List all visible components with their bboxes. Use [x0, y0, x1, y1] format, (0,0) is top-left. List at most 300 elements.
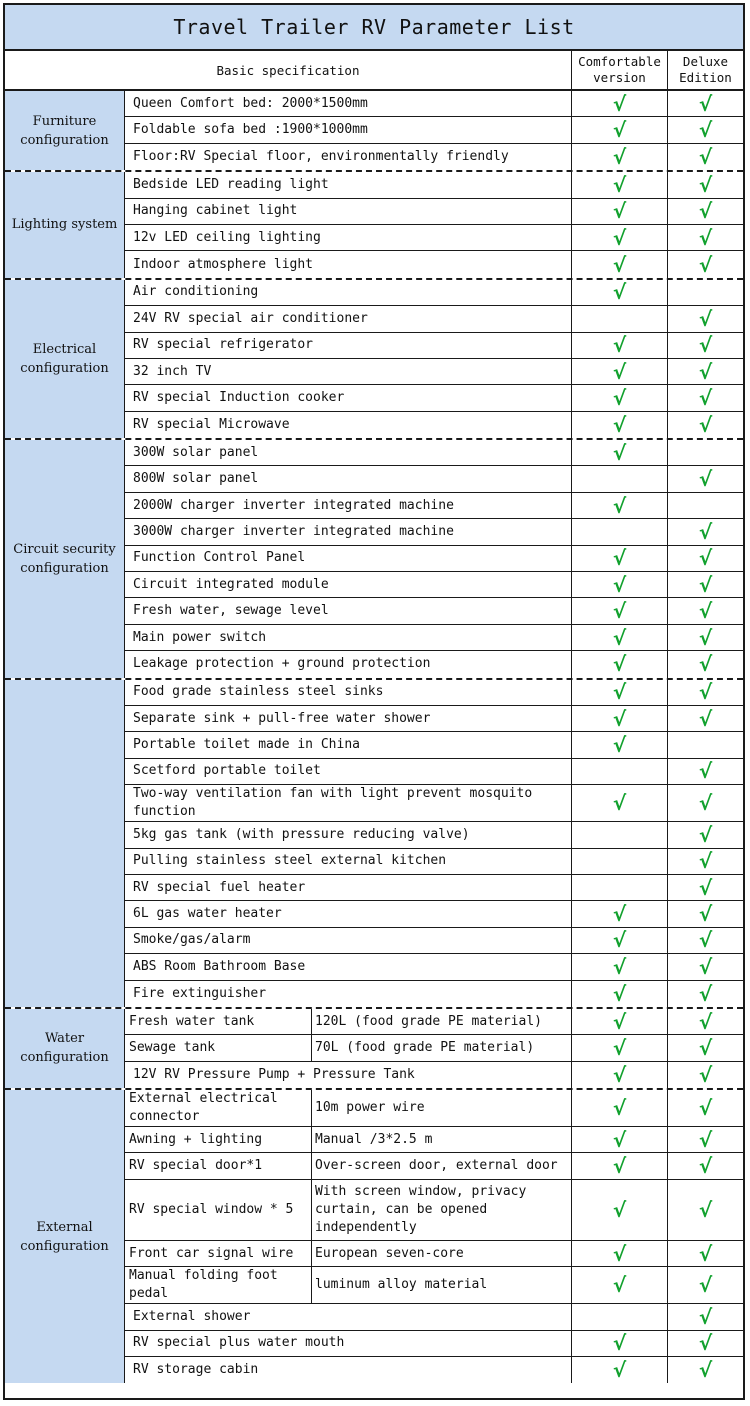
spec-cell: Scetford portable toilet	[125, 759, 572, 784]
deluxe-cell	[668, 225, 743, 250]
spec-cell: Pulling stainless steel external kitchen	[125, 849, 572, 874]
table-row	[125, 440, 743, 466]
deluxe-cell	[668, 519, 743, 544]
spec-cell: Main power switch	[125, 625, 572, 650]
check-icon: √	[612, 440, 627, 465]
spec-name: Sewage tank	[125, 1035, 312, 1060]
deluxe-cell	[668, 598, 743, 623]
spec-cell	[125, 1241, 572, 1266]
check-icon: √	[612, 706, 627, 731]
table-row	[125, 199, 743, 225]
table-row	[125, 928, 743, 954]
table-row	[125, 1180, 743, 1241]
deluxe-cell	[668, 466, 743, 491]
check-icon: √	[612, 172, 627, 197]
section	[5, 440, 743, 680]
spec-name: External electrical connector	[125, 1090, 312, 1126]
check-icon: √	[698, 1035, 713, 1060]
check-icon: √	[612, 144, 627, 169]
comfortable-cell	[572, 144, 668, 170]
spec-cell: 12V RV Pressure Pump + Pressure Tank	[125, 1062, 572, 1088]
spec-value: Over-screen door, external door	[315, 1158, 558, 1174]
check-icon: √	[698, 359, 713, 384]
table-row	[125, 1009, 743, 1035]
comfortable-cell	[572, 625, 668, 650]
deluxe-cell	[668, 759, 743, 784]
table-row	[125, 849, 743, 875]
check-icon: √	[612, 791, 627, 816]
comfortable-cell	[572, 333, 668, 358]
section	[5, 91, 743, 172]
table-row	[125, 1127, 743, 1153]
deluxe-cell	[668, 333, 743, 358]
section-rows	[125, 1009, 743, 1088]
comfortable-cell	[572, 1009, 668, 1034]
check-icon: √	[698, 652, 713, 677]
spec-cell: RV special Microwave	[125, 412, 572, 438]
check-icon: √	[612, 1358, 627, 1383]
deluxe-cell	[668, 1304, 743, 1329]
comfortable-cell	[572, 981, 668, 1007]
deluxe-cell	[668, 706, 743, 731]
comfortable-cell	[572, 306, 668, 331]
check-icon: √	[698, 225, 713, 250]
check-icon: √	[612, 652, 627, 677]
check-icon: √	[698, 519, 713, 544]
spec-name: Front car signal wire	[125, 1241, 312, 1266]
check-icon: √	[612, 981, 627, 1006]
table-row	[125, 822, 743, 848]
check-icon: √	[698, 1241, 713, 1266]
comfortable-cell	[572, 954, 668, 979]
table-row	[125, 172, 743, 198]
category-label: Lighting system	[5, 172, 125, 278]
comfortable-cell	[572, 785, 668, 821]
check-icon: √	[698, 1331, 713, 1356]
check-icon: √	[612, 493, 627, 518]
table-row	[125, 412, 743, 438]
comfortable-cell	[572, 849, 668, 874]
spec-name: RV special door*1	[125, 1153, 312, 1178]
comfortable-cell	[572, 1331, 668, 1356]
deluxe-cell	[668, 546, 743, 571]
table-row	[125, 625, 743, 651]
deluxe-cell	[668, 901, 743, 926]
spec-cell	[125, 1267, 572, 1303]
comfortable-cell	[572, 546, 668, 571]
category-label: Circuit security configuration	[5, 440, 125, 678]
comfortable-cell	[572, 651, 668, 677]
category-label	[5, 680, 125, 1007]
check-icon: √	[698, 467, 713, 492]
comfortable-cell	[572, 225, 668, 250]
deluxe-cell	[668, 280, 743, 305]
section-rows	[125, 680, 743, 1007]
header-deluxe-edition: Deluxe Edition	[679, 54, 732, 85]
spec-cell: Floor:RV Special floor, environmentally friendly	[125, 144, 572, 170]
category-label: External configuration	[5, 1090, 125, 1383]
check-icon: √	[612, 385, 627, 410]
comfortable-cell	[572, 519, 668, 544]
spec-cell: RV special plus water mouth	[125, 1331, 572, 1356]
table-row	[125, 1035, 743, 1061]
deluxe-cell	[668, 1062, 743, 1088]
spec-cell: Fire extinguisher	[125, 981, 572, 1007]
header-comfortable-version: Comfortable version	[572, 51, 668, 89]
category-label: Electrical configuration	[5, 280, 125, 438]
check-icon: √	[698, 172, 713, 197]
deluxe-cell	[668, 1035, 743, 1060]
comfortable-cell	[572, 1127, 668, 1152]
table-row	[125, 225, 743, 251]
check-icon: √	[612, 1154, 627, 1179]
deluxe-cell	[668, 251, 743, 277]
page-title: Travel Trailer RV Parameter List	[5, 5, 743, 51]
check-icon: √	[698, 954, 713, 979]
comfortable-cell	[572, 598, 668, 623]
check-icon: √	[698, 928, 713, 953]
spec-cell: 24V RV special air conditioner	[125, 306, 572, 331]
comfortable-cell	[572, 1062, 668, 1088]
spec-value: Manual /3*2.5 m	[315, 1131, 433, 1147]
spec-cell: RV special fuel heater	[125, 875, 572, 900]
comfortable-cell	[572, 680, 668, 705]
check-icon: √	[612, 954, 627, 979]
spec-cell: Queen Comfort bed: 2000*1500mm	[125, 91, 572, 116]
spec-cell: 3000W charger inverter integrated machine	[125, 519, 572, 544]
comfortable-cell	[572, 91, 668, 116]
check-icon: √	[612, 680, 627, 705]
comfortable-cell	[572, 928, 668, 953]
deluxe-cell	[668, 572, 743, 597]
deluxe-cell	[668, 625, 743, 650]
comfortable-cell	[572, 1241, 668, 1266]
check-icon: √	[612, 1197, 627, 1222]
spec-cell	[125, 1090, 572, 1126]
check-icon: √	[698, 333, 713, 358]
spec-cell: 12v LED ceiling lighting	[125, 225, 572, 250]
deluxe-cell	[668, 91, 743, 116]
check-icon: √	[612, 1035, 627, 1060]
spec-cell: RV special Induction cooker	[125, 385, 572, 410]
spec-cell	[125, 1127, 572, 1152]
deluxe-cell	[668, 1357, 743, 1383]
check-icon: √	[612, 1062, 627, 1087]
comfortable-cell	[572, 385, 668, 410]
table-row	[125, 1304, 743, 1330]
check-icon: √	[698, 1154, 713, 1179]
comfortable-cell	[572, 875, 668, 900]
comfortable-cell	[572, 280, 668, 305]
check-icon: √	[612, 733, 627, 758]
spec-name: Fresh water tank	[125, 1009, 312, 1034]
table-row	[125, 144, 743, 170]
section	[5, 1090, 743, 1383]
spec-cell: 6L gas water heater	[125, 901, 572, 926]
table-row	[125, 651, 743, 677]
deluxe-cell	[668, 1127, 743, 1152]
deluxe-cell	[668, 359, 743, 384]
check-icon: √	[612, 572, 627, 597]
comfortable-cell	[572, 493, 668, 518]
table-row	[125, 1357, 743, 1383]
table-body	[5, 91, 743, 1383]
spec-name: Manual folding foot pedal	[125, 1267, 312, 1303]
table-header	[5, 51, 743, 91]
check-icon: √	[698, 902, 713, 927]
check-icon: √	[612, 928, 627, 953]
spec-cell: 5kg gas tank (with pressure reducing valve)	[125, 822, 572, 847]
comfortable-cell	[572, 1304, 668, 1329]
spec-cell	[125, 1153, 572, 1178]
deluxe-cell	[668, 385, 743, 410]
check-icon: √	[698, 91, 713, 116]
check-icon: √	[698, 546, 713, 571]
check-icon: √	[612, 1127, 627, 1152]
table-row	[125, 785, 743, 822]
comfortable-cell	[572, 359, 668, 384]
deluxe-cell	[668, 1090, 743, 1126]
spec-cell: ABS Room Bathroom Base	[125, 954, 572, 979]
category-label: Water configuration	[5, 1009, 125, 1088]
check-icon: √	[612, 280, 627, 305]
table-row	[125, 598, 743, 624]
check-icon: √	[698, 1273, 713, 1298]
check-icon: √	[698, 1009, 713, 1034]
section	[5, 172, 743, 280]
check-icon: √	[698, 1127, 713, 1152]
check-icon: √	[698, 599, 713, 624]
deluxe-cell	[668, 199, 743, 224]
spec-value: European seven-core	[315, 1245, 464, 1261]
table-row	[125, 251, 743, 277]
check-icon: √	[612, 91, 627, 116]
check-icon: √	[612, 902, 627, 927]
spec-cell: RV special refrigerator	[125, 333, 572, 358]
comfortable-cell	[572, 822, 668, 847]
comfortable-cell	[572, 199, 668, 224]
spec-cell: RV storage cabin	[125, 1357, 572, 1383]
table-row	[125, 333, 743, 359]
section	[5, 680, 743, 1009]
spec-value: With screen window, privacy curtain, can be opened independently	[315, 1183, 527, 1235]
parameter-table	[3, 3, 745, 1400]
comfortable-cell	[572, 732, 668, 757]
table-row	[125, 359, 743, 385]
check-icon: √	[698, 1197, 713, 1222]
comfortable-cell	[572, 1267, 668, 1303]
deluxe-cell	[668, 1009, 743, 1034]
check-icon: √	[612, 1096, 627, 1121]
deluxe-cell	[668, 981, 743, 1007]
table-row	[125, 1241, 743, 1267]
deluxe-cell	[668, 954, 743, 979]
check-icon: √	[698, 252, 713, 277]
comfortable-cell	[572, 706, 668, 731]
check-icon: √	[698, 199, 713, 224]
deluxe-cell	[668, 1331, 743, 1356]
comfortable-cell	[572, 251, 668, 277]
check-icon: √	[612, 625, 627, 650]
check-icon: √	[698, 412, 713, 437]
table-row	[125, 546, 743, 572]
table-row	[125, 981, 743, 1007]
table-row	[125, 1062, 743, 1088]
spec-value: luminum alloy material	[315, 1277, 488, 1293]
check-icon: √	[612, 225, 627, 250]
deluxe-cell	[668, 680, 743, 705]
section-rows	[125, 440, 743, 678]
deluxe-cell	[668, 117, 743, 142]
check-icon: √	[612, 199, 627, 224]
comfortable-cell	[572, 1090, 668, 1126]
check-icon: √	[612, 359, 627, 384]
check-icon: √	[698, 144, 713, 169]
check-icon: √	[698, 572, 713, 597]
check-icon: √	[612, 1009, 627, 1034]
check-icon: √	[698, 706, 713, 731]
check-icon: √	[612, 118, 627, 143]
table-row	[125, 875, 743, 901]
spec-name: Awning + lighting	[125, 1127, 312, 1152]
spec-value: 70L (food grade PE material)	[315, 1039, 535, 1055]
section-rows	[125, 91, 743, 170]
table-row	[125, 1331, 743, 1357]
deluxe-cell	[668, 493, 743, 518]
check-icon: √	[612, 1273, 627, 1298]
deluxe-cell	[668, 785, 743, 821]
comfortable-cell	[572, 466, 668, 491]
deluxe-cell	[668, 928, 743, 953]
deluxe-cell	[668, 1180, 743, 1240]
spec-cell: Two-way ventilation fan with light prevent mosquito function	[125, 785, 572, 821]
table-row	[125, 385, 743, 411]
spec-cell: Food grade stainless steel sinks	[125, 680, 572, 705]
check-icon: √	[612, 1331, 627, 1356]
spec-cell: Indoor atmosphere light	[125, 251, 572, 277]
comfortable-cell	[572, 117, 668, 142]
spec-name: RV special window * 5	[125, 1180, 312, 1240]
deluxe-cell	[668, 172, 743, 197]
deluxe-cell	[668, 1241, 743, 1266]
spec-cell: Smoke/gas/alarm	[125, 928, 572, 953]
table-row	[125, 1090, 743, 1127]
spec-cell: Fresh water, sewage level	[125, 598, 572, 623]
deluxe-cell	[668, 1153, 743, 1178]
comfortable-cell	[572, 440, 668, 465]
deluxe-cell	[668, 306, 743, 331]
spec-cell	[125, 1180, 572, 1240]
check-icon: √	[698, 822, 713, 847]
comfortable-cell	[572, 572, 668, 597]
check-icon: √	[698, 849, 713, 874]
table-row	[125, 519, 743, 545]
table-row	[125, 306, 743, 332]
section	[5, 280, 743, 440]
check-icon: √	[698, 118, 713, 143]
spec-cell: 800W solar panel	[125, 466, 572, 491]
deluxe-cell	[668, 732, 743, 757]
spec-cell	[125, 1035, 572, 1060]
comfortable-cell	[572, 1180, 668, 1240]
table-row	[125, 117, 743, 143]
spec-value: 120L (food grade PE material)	[315, 1013, 542, 1029]
spec-cell: 300W solar panel	[125, 440, 572, 465]
section	[5, 1009, 743, 1090]
spec-cell: Portable toilet made in China	[125, 732, 572, 757]
deluxe-cell	[668, 412, 743, 438]
spec-cell: Air conditioning	[125, 280, 572, 305]
table-row	[125, 1153, 743, 1179]
spec-cell: Hanging cabinet light	[125, 199, 572, 224]
category-label: Furniture configuration	[5, 91, 125, 170]
check-icon: √	[698, 981, 713, 1006]
comfortable-cell	[572, 1035, 668, 1060]
deluxe-cell	[668, 822, 743, 847]
spec-cell: Bedside LED reading light	[125, 172, 572, 197]
spec-cell: 2000W charger inverter integrated machine	[125, 493, 572, 518]
check-icon: √	[698, 791, 713, 816]
check-icon: √	[698, 1062, 713, 1087]
section-rows	[125, 172, 743, 278]
spec-cell: External shower	[125, 1304, 572, 1329]
check-icon: √	[698, 306, 713, 331]
check-icon: √	[612, 333, 627, 358]
check-icon: √	[612, 412, 627, 437]
spec-cell: Foldable sofa bed :1900*1000mm	[125, 117, 572, 142]
comfortable-cell	[572, 759, 668, 784]
table-row	[125, 493, 743, 519]
deluxe-cell	[668, 144, 743, 170]
comfortable-cell	[572, 412, 668, 438]
spec-cell: Separate sink + pull-free water shower	[125, 706, 572, 731]
check-icon: √	[698, 385, 713, 410]
table-row	[125, 759, 743, 785]
check-icon: √	[612, 599, 627, 624]
check-icon: √	[698, 1358, 713, 1383]
table-row	[125, 732, 743, 758]
check-icon: √	[698, 625, 713, 650]
check-icon: √	[612, 252, 627, 277]
table-row	[125, 466, 743, 492]
deluxe-cell	[668, 440, 743, 465]
comfortable-cell	[572, 1153, 668, 1178]
comfortable-cell	[572, 901, 668, 926]
table-row	[125, 901, 743, 927]
section-rows	[125, 280, 743, 438]
header-basic-specification: Basic specification	[5, 51, 572, 89]
deluxe-cell	[668, 849, 743, 874]
check-icon: √	[698, 680, 713, 705]
spec-value: 10m power wire	[315, 1100, 425, 1116]
table-row	[125, 954, 743, 980]
deluxe-cell	[668, 651, 743, 677]
check-icon: √	[698, 875, 713, 900]
comfortable-cell	[572, 1357, 668, 1383]
table-row	[125, 91, 743, 117]
spec-cell: Leakage protection + ground protection	[125, 651, 572, 677]
spec-cell	[125, 1009, 572, 1034]
deluxe-cell	[668, 875, 743, 900]
spec-cell: Circuit integrated module	[125, 572, 572, 597]
check-icon: √	[612, 546, 627, 571]
check-icon: √	[698, 1304, 713, 1329]
table-row	[125, 280, 743, 306]
table-row	[125, 680, 743, 706]
deluxe-cell	[668, 1267, 743, 1303]
check-icon: √	[612, 1241, 627, 1266]
section-rows	[125, 1090, 743, 1383]
